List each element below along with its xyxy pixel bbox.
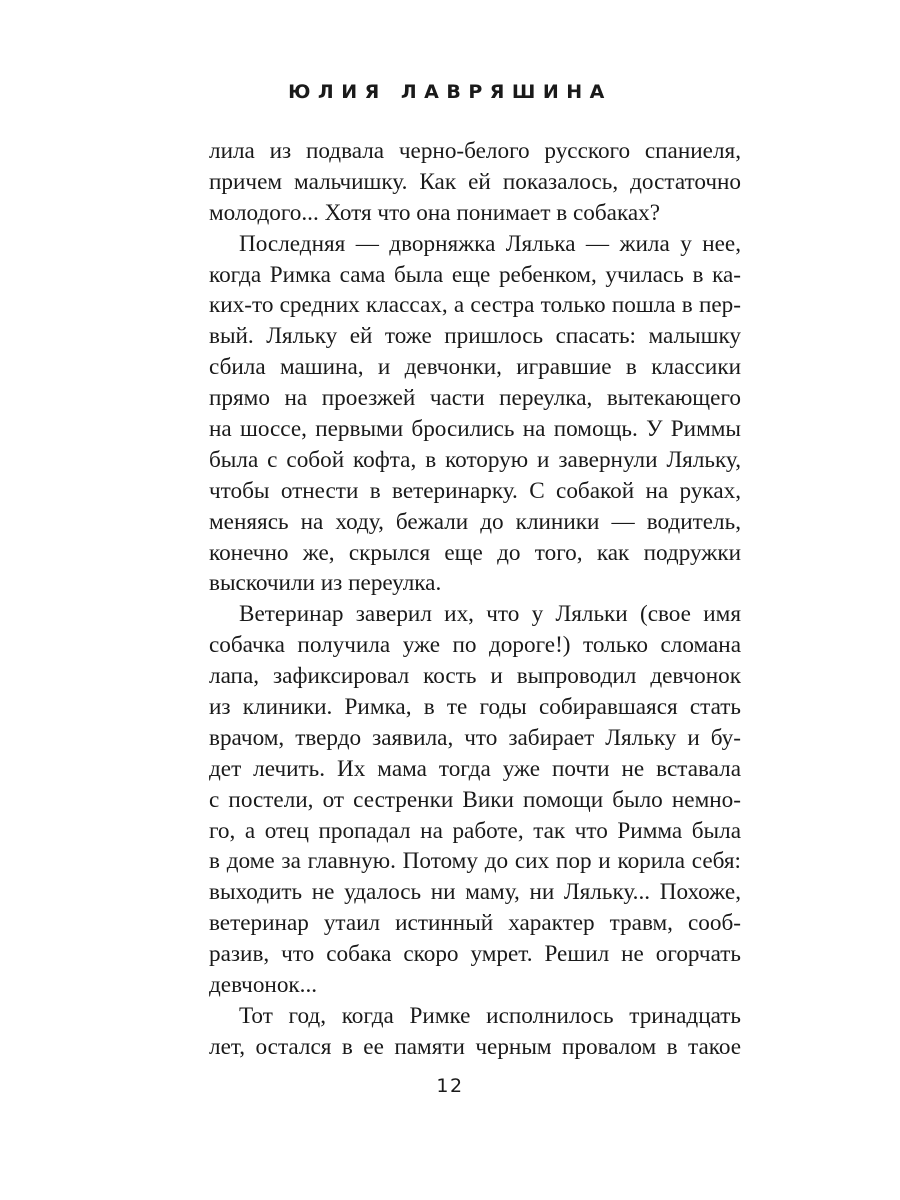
text-line: вый. Ляльку ей тоже пришлось спасать: малышку (209, 323, 741, 350)
text-line: молодого... Хотя что она понимает в собаках? (209, 199, 661, 226)
text-line: лила из подвала черно-белого русского спаниеля, (209, 138, 741, 164)
text-line: ветеринар утаил истинный характер травм, сооб- (209, 910, 741, 937)
text-line: врачом, твердо заявила, что забирает Ляльку и бу- (209, 724, 741, 751)
text-line: Ветеринар заверил их, что у Ляльки (свое имя (239, 601, 741, 628)
text-line: в доме за главную. Потому до сих пор и корила себя: (209, 848, 741, 875)
text-line: ких-то средних классах, а сестра только пошла в пер- (209, 292, 741, 319)
text-line: разив, что собака скоро умрет. Решил не огорчать (209, 941, 741, 968)
text-line: меняясь на ходу, бежали до клиники — водитель, (209, 508, 741, 535)
text-line: Последняя — дворняжка Лялька — жила у нее, (239, 230, 741, 257)
text-line: причем мальчишку. Как ей показалось, достаточно (209, 168, 741, 195)
text-line: была с собой кофта, в которую и завернули Ляльку, (209, 446, 741, 473)
paragraph (209, 599, 741, 1001)
text-line: когда Римка сама была еще ребенком, училась в ка- (209, 261, 741, 288)
text-line: собачка получила уже по дороге!) только сломана (209, 632, 741, 659)
paragraph (209, 1001, 741, 1063)
text-line: дет лечить. Их мама тогда уже почти не вставала (209, 755, 741, 782)
text-line: девчонок... (209, 972, 318, 999)
text-line: прямо на проезжей части переулка, вытекающего (209, 385, 741, 412)
page-number: 12 (436, 1075, 464, 1097)
text-line: Тот год, когда Римке исполнилось тринадцать (239, 1002, 741, 1029)
text-line: конечно же, скрылся еще до того, как подружки (209, 539, 741, 566)
text-line: лет, остался в ее памяти черным провалом в такое (209, 1033, 741, 1060)
paragraph (209, 229, 741, 600)
text-line: чтобы отнести в ветеринарку. С собакой на руках, (209, 477, 741, 504)
paragraph (209, 136, 741, 229)
text-line: лапа, зафиксировал кость и выпроводил девчонок (209, 663, 741, 690)
text-line: из клиники. Римка, в те годы собиравшаяся стать (209, 694, 741, 721)
running-header: ЮЛИЯ ЛАВРЯШИНА (288, 81, 612, 103)
text-line: выскочили из переулка. (209, 570, 442, 597)
text-line: на шоссе, первыми бросились на помощь. У Риммы (209, 416, 741, 443)
text-line: выходить не удалось ни маму, ни Ляльку... Похоже, (209, 879, 741, 906)
text-line: с постели, от сестренки Вики помощи было немно- (209, 786, 741, 813)
text-line: сбила машина, и девчонки, игравшие в классики (209, 354, 741, 381)
text-line: го, а отец пропадал на работе, так что Римма была (209, 817, 741, 844)
body-text (209, 136, 741, 1063)
